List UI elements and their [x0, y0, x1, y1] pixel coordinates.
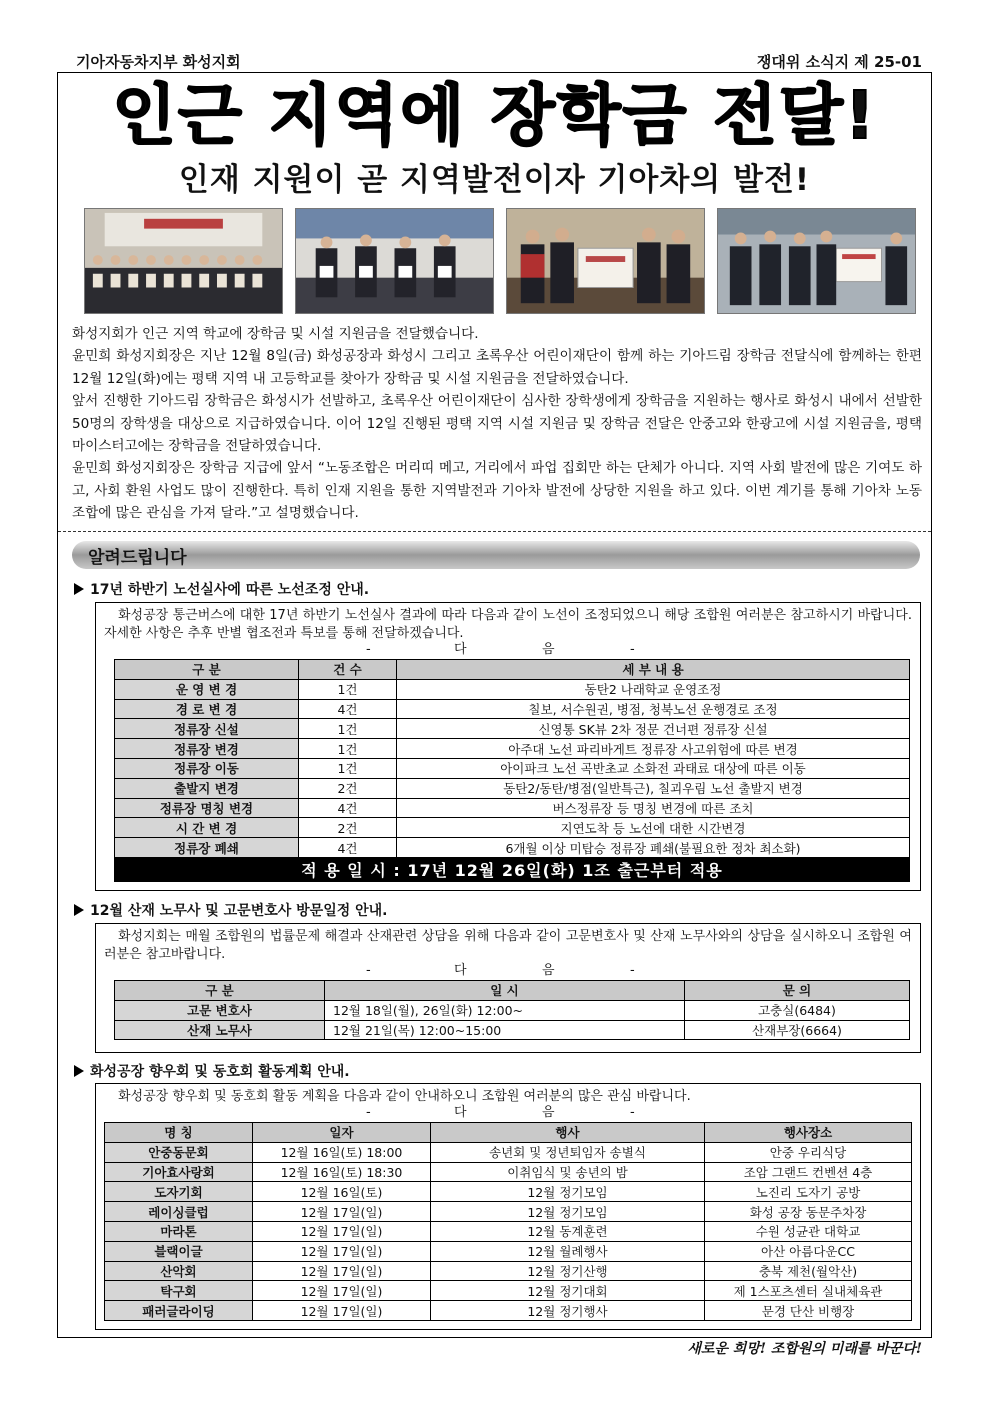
- photo-donation-office: [717, 208, 916, 314]
- section3-intro: 화성공장 향우회 및 동호회 활동 계획을 다음과 같이 안내하오니 조합원 여러분의 많은 관심 바랍니다.: [118, 1089, 691, 1104]
- section3-title-text: 화성공장 향우회 및 동호회 활동계획 안내.: [90, 1064, 350, 1080]
- section3-box: [95, 1083, 921, 1330]
- section2-box: [95, 923, 921, 1053]
- column-header: 명 칭: [105, 1123, 253, 1143]
- table-row: 안중동문회 12월 16일(토) 18:00 송년회 및 정년퇴임자 송별식 안중 우리식당: [105, 1142, 912, 1162]
- notice-title: 알려드립니다: [88, 547, 187, 568]
- section2-intro: 화성지회는 매월 조합원의 법률문제 해결과 산재관련 상담을 위해 다음과 같이 고문변호사 및 산재 노무사와의 상담을 실시하오니 조합원 여러분은 참고바랍니다.: [104, 929, 912, 962]
- column-header: 건 수: [299, 660, 397, 680]
- da-eum-marker: - 다 음 -: [366, 642, 635, 657]
- table-row: 시 간 변 경 2건 지연도착 등 노선에 대한 시간변경: [115, 818, 910, 838]
- route-adjust-table: [114, 659, 910, 882]
- footer-slogan: 새로운 희망! 조합원의 미래를 바꾼다!: [687, 1341, 922, 1357]
- section3-title: [74, 1061, 350, 1081]
- table-row: 레이싱클럽 12월 17일(일) 12월 정기모임 화성 공장 동문주차장: [105, 1202, 912, 1222]
- column-header: 구 분: [115, 981, 325, 1001]
- column-header: 행사장소: [705, 1123, 912, 1143]
- table-header-row: [105, 1123, 912, 1143]
- table-row: 정류장 이동 1건 아이파크 노선 곡반초교 소화전 과태료 대상에 따른 이동: [115, 758, 910, 778]
- subheadline: 인재 지원이 곧 지역발전이자 기아차의 발전!: [178, 162, 811, 198]
- table-row: 출발지 변경 2건 동탄2/동탄/병점(일반특근), 칠괴우림 노선 출발지 변경: [115, 778, 910, 798]
- column-header: 일자: [253, 1123, 431, 1143]
- table-row: 블랙이글 12월 17일(일) 12월 월례행사 아산 아름다운CC: [105, 1241, 912, 1261]
- table-row: 운 영 변 경 1건 동탄2 나래학교 운영조정: [115, 679, 910, 699]
- triangle-bullet-icon: [74, 583, 84, 595]
- column-header: 행사: [431, 1123, 705, 1143]
- triangle-bullet-icon: [74, 1065, 84, 1077]
- table-row: 도자기회 12월 16일(토) 12월 정기모임 노진리 도자기 공방: [105, 1182, 912, 1202]
- dashed-divider: [58, 531, 931, 532]
- apply-date-row: [115, 857, 910, 881]
- table-row: 패러글라이딩 12월 17일(일) 12월 정기행사 문경 단산 비행장: [105, 1301, 912, 1321]
- table-row: 기아효사랑회 12월 16일(토) 18:30 이취임식 및 송년의 밤 조암 그랜드 컨벤션 4층: [105, 1162, 912, 1182]
- issue-number: 쟁대위 소식지 제 25-01: [756, 53, 922, 71]
- table-row: 정류장 신설 1건 신영통 SK뷰 2차 정문 건너편 정류장 신설: [115, 719, 910, 739]
- table-row: 정류장 변경 1건 아주대 노선 파리바게트 정류장 사고위험에 따른 변경: [115, 739, 910, 759]
- article-paragraph: 윤민희 화성지회장은 장학금 지급에 앞서 “노동조합은 머리띠 메고, 거리에서 파업 집회만 하는 단체가 아니다. 지역 사회 발전에 많은 기여도 하고, 사회 환원 사업도 많이 진행한다. 특히 인재 지원을 통한 지역발전과 기아차 발전에 상당한 지원을 하고 있다. 이번 계기를 통해 기아차 노동조합에 많은 관심을 가져 달라.”고 설명했습니다.: [72, 460, 922, 522]
- photo-donation-board: [506, 208, 705, 314]
- column-header: 구 분: [115, 660, 299, 680]
- table-row: 정류장 명칭 변경 4건 버스정류장 등 명칭 변경에 따른 조치: [115, 798, 910, 818]
- section1-box: [95, 602, 921, 891]
- column-header: 일 시: [325, 981, 685, 1001]
- article-paragraph: 화성지회가 인근 지역 학교에 장학금 및 시설 지원금을 전달했습니다.: [72, 326, 479, 342]
- section1-intro: 화성공장 통근버스에 대한 17년 하반기 노선실사 결과에 따라 다음과 같이 노선이 조정되었으니 해당 조합원 여러분은 참고하시기 바랍니다. 자세한 사항은 추후 반별 협조전과 특보를 통해 전달하겠습니다.: [104, 608, 912, 641]
- photo-students-certificates: [295, 208, 494, 314]
- article-paragraph: 앞서 진행한 기아드림 장학금은 화성시가 선발하고, 초록우산 어린이재단이 심사한 장학생에게 장학금을 지원하는 행사로 화성시 내에서 선발한 50명의 장학생을 대상으로 지급하였습니다. 이어 12일 진행된 평택 지역 시설 지원금 및 장학금 전달은 안중고와 한광고에 시설 지원금을, 평택 마이스터고에는 장학금을 전달하였습니다.: [72, 393, 922, 455]
- table-header-row: [115, 981, 910, 1001]
- photo-ceremony-group: [84, 208, 283, 314]
- table-header-row: [115, 660, 910, 680]
- da-eum-marker: - 다 음 -: [366, 1105, 635, 1120]
- counsel-schedule-table: [114, 980, 910, 1040]
- table-row: 정류장 폐쇄 4건 6개월 이상 미탑승 정류장 폐쇄(불필요한 정차 최소화): [115, 838, 910, 858]
- photo-strip: [84, 208, 916, 316]
- org-name: 기아자동차지부 화성지회: [76, 53, 241, 71]
- da-eum-marker: - 다 음 -: [366, 963, 635, 978]
- table-row: 탁구회 12월 17일(일) 12월 정기대회 제 1스포츠센터 실내체육관: [105, 1281, 912, 1301]
- article-body: [72, 323, 922, 525]
- column-header: 문 의: [685, 981, 910, 1001]
- section2-title-text: 12월 산재 노무사 및 고문변호사 방문일정 안내.: [90, 903, 388, 919]
- triangle-bullet-icon: [74, 904, 84, 916]
- headline: 인근 지역에 장학금 전달!: [112, 77, 877, 154]
- top-line: [76, 50, 922, 72]
- table-row: 고문 변호사 12월 18일(월), 26일(화) 12:00~ 고충실(6484): [115, 1000, 910, 1020]
- section2-title: [74, 900, 387, 920]
- section1-title-text: 17년 하반기 노선실사에 따른 노선조정 안내.: [90, 582, 370, 598]
- article-paragraph: 윤민희 화성지회장은 지난 12월 8일(금) 화성공장과 화성시 그리고 초록우산 어린이재단이 함께 하는 기아드림 장학금 전달식에 함께하는 한편 12월 12일(화)에는 평택 지역 내 고등학교를 찾아가 장학금 및 시설 지원금을 전달하였습니다.: [72, 348, 922, 387]
- table-row: 산악회 12월 17일(일) 12월 정기산행 충북 제천(월악산): [105, 1261, 912, 1281]
- table-row: 마라톤 12월 17일(일) 12월 동계훈련 수원 성균관 대학교: [105, 1221, 912, 1241]
- column-header: 세 부 내 용: [397, 660, 910, 680]
- section1-title: [74, 579, 369, 599]
- table-row: 경 로 변 경 4건 칠보, 서수원권, 병점, 청북노선 운행경로 조정: [115, 699, 910, 719]
- club-activity-table: [104, 1122, 912, 1321]
- apply-date: 적 용 일 시 : 17년 12월 26일(화) 1조 출근부터 적용: [115, 857, 910, 881]
- table-row: 산재 노무사 12월 21일(목) 12:00~15:00 산재부장(6664): [115, 1020, 910, 1040]
- notice-banner: [72, 541, 920, 569]
